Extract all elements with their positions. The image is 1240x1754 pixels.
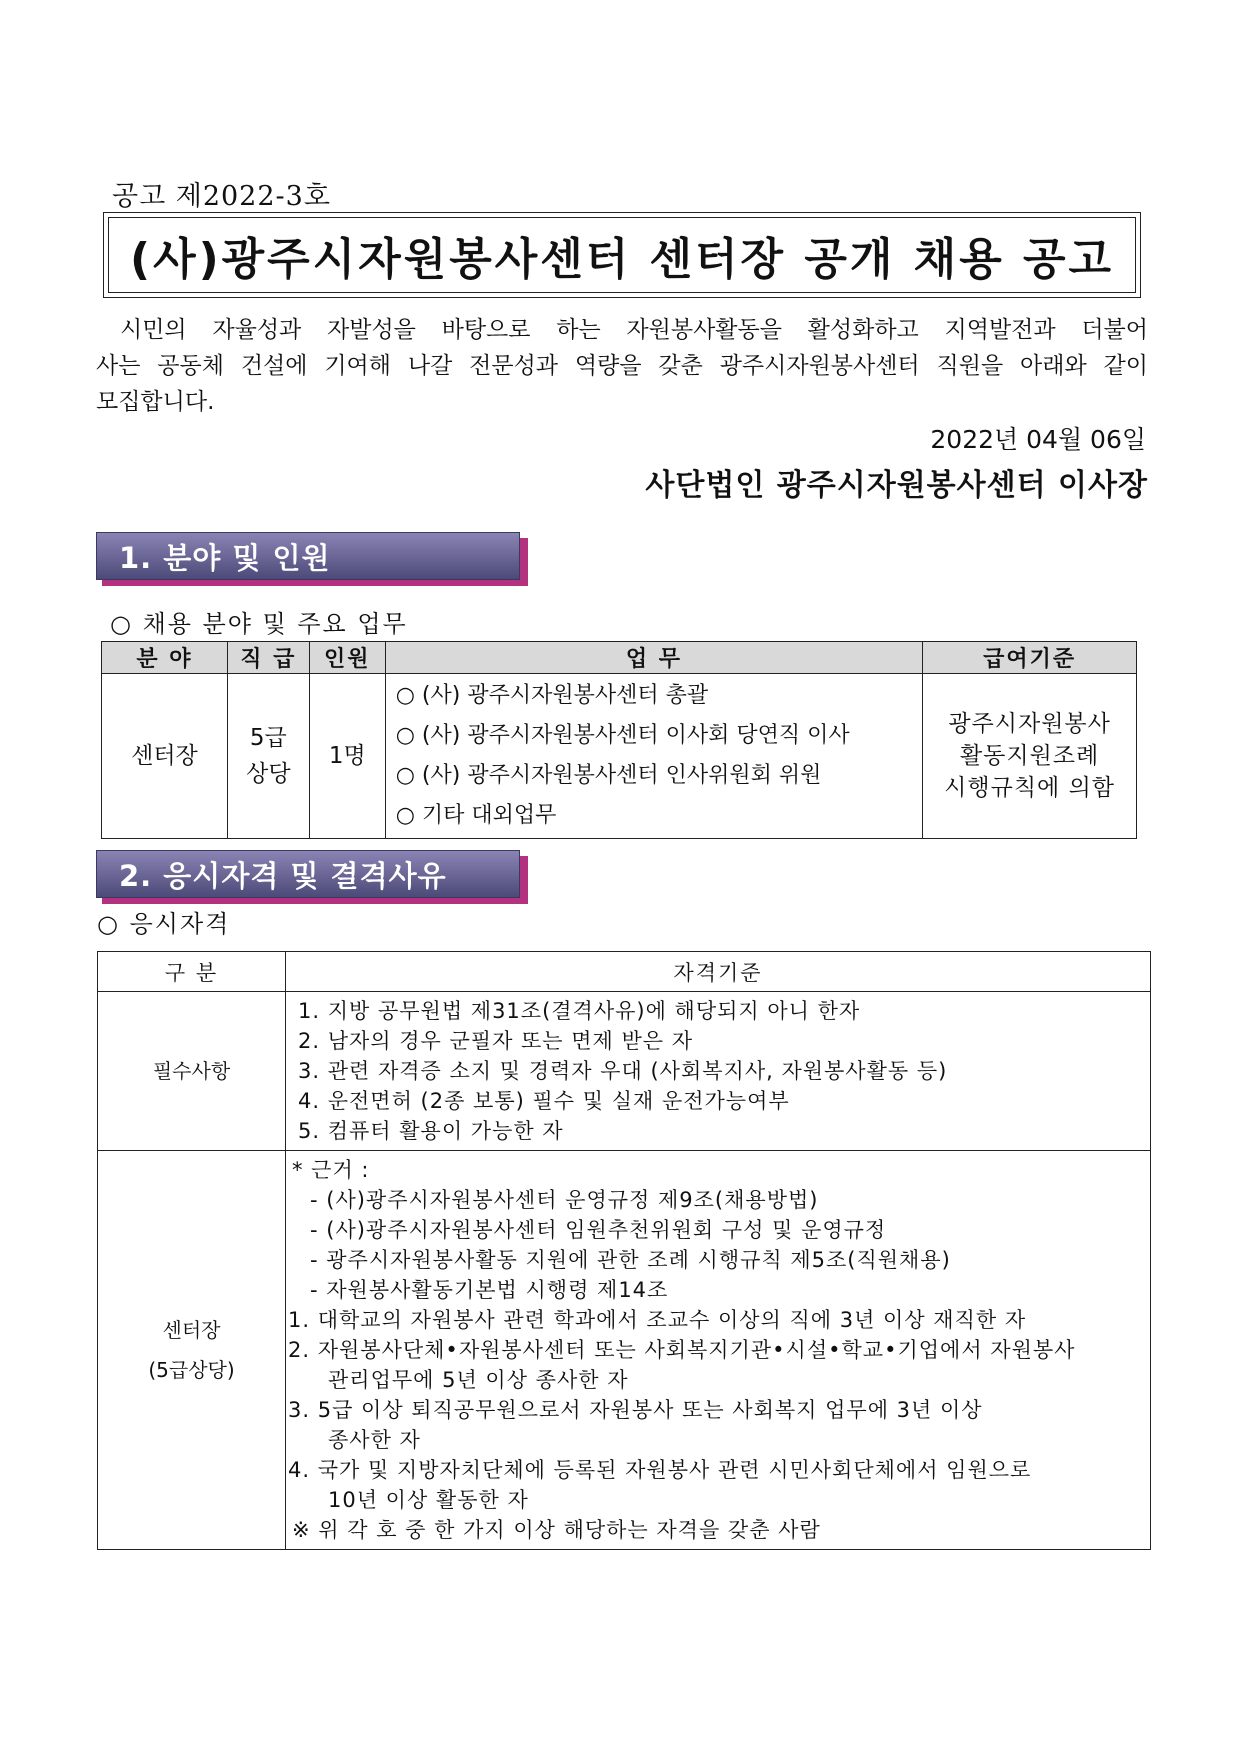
criteria-item-4: 4. 국가 및 지방자치단체에 등록된 자원봉사 관련 시민사회단체에서 임원으로	[288, 1458, 1032, 1482]
qualification-table	[97, 951, 1151, 1550]
pay-line-1: 광주시자원봉사	[948, 711, 1111, 737]
director-criteria	[286, 1151, 1151, 1550]
title-inner-border	[108, 217, 1136, 293]
cell-grade-line-1: 5급	[249, 725, 287, 751]
header-duty: 업 무	[385, 642, 922, 674]
director-label-line-2: (5급상당)	[148, 1358, 235, 1382]
intro-line-1: 시민의 자율성과 자발성을 바탕으로 하는 자원봉사활동을 활성화하고 지역발전과 더불어	[120, 317, 1148, 343]
duty-item: ○ (사) 광주시자원봉사센터 이사회 당연직 이사	[395, 723, 850, 748]
header-category: 구 분	[98, 952, 286, 992]
section-1-heading: 1. 분야 및 인원	[119, 540, 331, 575]
required-item: 1. 지방 공무원법 제31조(결격사유)에 해당되지 아니 한자	[298, 999, 861, 1023]
cell-field: 센터장	[102, 674, 228, 839]
header-criteria: 자격기준	[286, 952, 1151, 992]
header-pay: 급여기준	[923, 642, 1137, 674]
header-field: 분 야	[102, 642, 228, 674]
table-row	[98, 992, 1151, 1151]
notice-number: 공고 제2022-3호	[112, 181, 331, 212]
required-item: 4. 운전면허 (2종 보통) 필수 및 실재 운전가능여부	[298, 1089, 790, 1113]
intro-paragraph	[96, 312, 1148, 420]
section-1-heading-bar	[96, 532, 520, 580]
section-2-subheading: ○ 응시자격	[97, 910, 231, 938]
pay-line-2: 활동지원조례	[959, 743, 1100, 769]
section-2-heading: 2. 응시자격 및 결격사유	[119, 858, 447, 893]
basis-title: * 근거 :	[292, 1158, 370, 1182]
cell-duties	[385, 674, 922, 839]
criteria-item-1: 1. 대학교의 자원봉사 관련 학과에서 조교수 이상의 직에 3년 이상 재직한 자	[288, 1308, 1027, 1332]
intro-line-2: 사는 공동체 건설에 기여해 나갈 전문성과 역량을 갖춘 광주시자원봉사센터 직원을 아래와 같이	[96, 353, 1148, 379]
issuer-signature: 사단법인 광주시자원봉사센터 이사장	[645, 468, 1148, 503]
director-label	[98, 1151, 286, 1550]
page-title: (사)광주시자원봉사센터 센터장 공개 채용 공고	[129, 234, 1115, 285]
section-1-subheading: ○ 채용 분야 및 주요 업무	[110, 610, 408, 638]
required-label: 필수사항	[98, 992, 286, 1151]
pay-line-3: 시행규칙에 의함	[944, 775, 1116, 801]
title-box	[103, 212, 1141, 298]
section-2-heading-box	[96, 850, 526, 900]
criteria-item-2-cont: 관리업무에 5년 이상 종사한 자	[328, 1368, 629, 1392]
section-1-heading-box	[96, 532, 526, 582]
duty-item: ○ (사) 광주시자원봉사센터 총괄	[395, 683, 709, 708]
qualification-table-header	[98, 952, 1151, 992]
required-item: 2. 남자의 경우 군필자 또는 면제 받은 자	[298, 1029, 694, 1053]
criteria-item-2: 2. 자원봉사단체•자원봉사센터 또는 사회복지기관•시설•학교•기업에서 자원봉사	[288, 1338, 1076, 1362]
required-item: 5. 컴퓨터 활용이 가능한 자	[298, 1119, 564, 1143]
notice-date: 2022년 04월 06일	[930, 425, 1146, 454]
intro-line-3: 모집합니다.	[96, 389, 215, 415]
criteria-item-4-cont: 10년 이상 활동한 자	[328, 1488, 529, 1512]
recruitment-table-header	[102, 642, 1137, 674]
duty-item: ○ 기타 대외업무	[395, 803, 557, 828]
header-count: 인원	[309, 642, 385, 674]
cell-count: 1명	[309, 674, 385, 839]
criteria-item-3-cont: 종사한 자	[328, 1428, 421, 1452]
basis-item: - (사)광주시자원봉사센터 운영규정 제9조(채용방법)	[310, 1188, 819, 1212]
criteria-item-3: 3. 5급 이상 퇴직공무원으로서 자원봉사 또는 사회복지 업무에 3년 이상	[288, 1398, 983, 1422]
director-label-line-1: 센터장	[162, 1318, 221, 1342]
cell-grade	[227, 674, 309, 839]
basis-item: - (사)광주시자원봉사센터 임원추천위원회 구성 및 운영규정	[310, 1218, 887, 1242]
table-row	[98, 1151, 1151, 1550]
required-items	[286, 992, 1151, 1151]
required-item: 3. 관련 자격증 소지 및 경력자 우대 (사회복지사, 자원봉사활동 등)	[298, 1059, 948, 1083]
criteria-note: ※ 위 각 호 중 한 가지 이상 해당하는 자격을 갖춘 사람	[292, 1518, 821, 1542]
cell-grade-line-2: 상당	[246, 761, 291, 787]
duty-item: ○ (사) 광주시자원봉사센터 인사위원회 위원	[395, 763, 822, 788]
header-grade: 직 급	[227, 642, 309, 674]
cell-pay	[923, 674, 1137, 839]
recruitment-table	[101, 641, 1137, 839]
section-2-heading-bar	[96, 850, 520, 898]
basis-item: - 광주시자원봉사활동 지원에 관한 조례 시행규칙 제5조(직원채용)	[310, 1248, 951, 1272]
table-row	[102, 674, 1137, 839]
basis-item: - 자원봉사활동기본법 시행령 제14조	[310, 1278, 669, 1302]
